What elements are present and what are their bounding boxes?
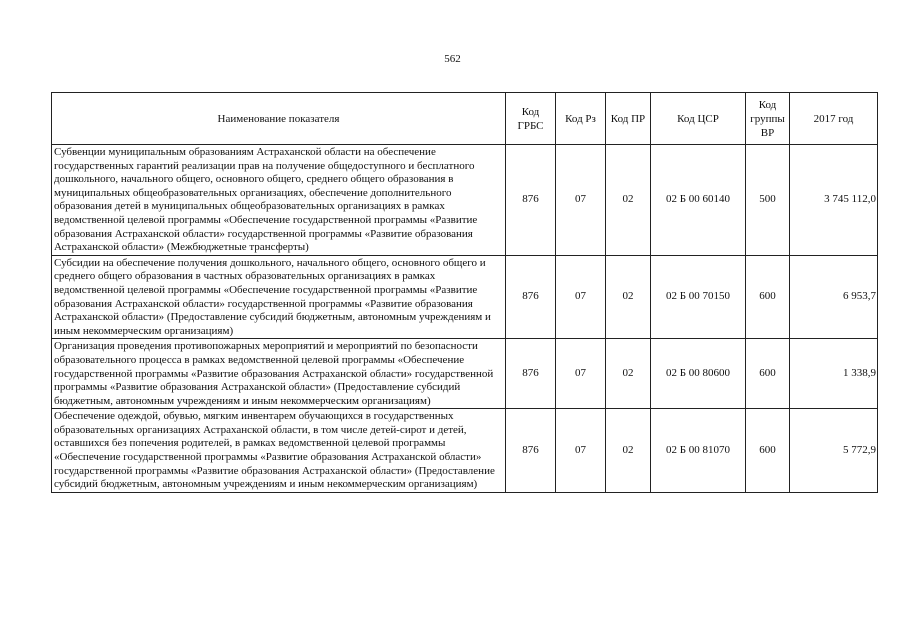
vr-cell: 600 [746,255,790,339]
pr-cell: 02 [606,339,651,409]
rz-cell: 07 [556,339,606,409]
rz-cell: 07 [556,145,606,256]
header-row [52,93,878,145]
header-grbs: Код ГРБС [506,93,556,145]
grbs-cell: 876 [506,409,556,493]
header-pr: Код ПР [606,93,651,145]
pr-cell: 02 [606,409,651,493]
pr-cell: 02 [606,145,651,256]
header-name: Наименование показателя [52,93,506,145]
header-year: 2017 год [790,93,878,145]
rz-cell: 07 [556,409,606,493]
table-row [52,255,878,339]
table-body [52,145,878,493]
header-vr: Код группы ВР [746,93,790,145]
grbs-cell: 876 [506,339,556,409]
table-row [52,339,878,409]
row-name-cell: Субсидии на обеспечение получения дошкольного, начального общего, основного общего и среднего общего образования в частных образовательных организациях в рамках ведомственной целевой программы «Обеспечение государственной программы «Развитие образования Астраханской области» государственной программы «Развитие образования Астраханской области» (Предоставление субсидий бюджетным, автономным учреждениям и иным некоммерческим организациям) [52,255,506,339]
row-name-cell: Организация проведения противопожарных мероприятий и мероприятий по безопасности образовательного процесса в рамках ведомственной целевой программы «Обеспечение государственной программы «Развитие образования Астраханской области» государственной программы «Развитие образования Астраханской области» (Предоставление субсидий бюджетным, автономным учреждениям и иным некоммерческим организациям) [52,339,506,409]
row-name-cell: Обеспечение одеждой, обувью, мягким инвентарем обучающихся в государственных образовательных организациях Астраханской области, в том числе детей-сирот и детей, оставшихся без попечения родителей, в рамках ведомственной целевой программы «Обеспечение государственной программы «Развитие образования Астраханской области» государственной программы «Развитие образования Астраханской области» (Предоставление субсидий бюджетным, автономным учреждениям и иным некоммерческим организациям) [52,409,506,493]
amount-cell: 3 745 112,0 [790,145,878,256]
vr-cell: 600 [746,339,790,409]
table-row [52,145,878,256]
amount-cell: 1 338,9 [790,339,878,409]
amount-cell: 5 772,9 [790,409,878,493]
grbs-cell: 876 [506,145,556,256]
header-rz: Код Рз [556,93,606,145]
csr-cell: 02 Б 00 70150 [651,255,746,339]
budget-table [51,92,878,493]
table-row [52,409,878,493]
rz-cell: 07 [556,255,606,339]
csr-cell: 02 Б 00 81070 [651,409,746,493]
csr-cell: 02 Б 00 80600 [651,339,746,409]
vr-cell: 500 [746,145,790,256]
pr-cell: 02 [606,255,651,339]
grbs-cell: 876 [506,255,556,339]
vr-cell: 600 [746,409,790,493]
header-csr: Код ЦСР [651,93,746,145]
csr-cell: 02 Б 00 60140 [651,145,746,256]
amount-cell: 6 953,7 [790,255,878,339]
page-number: 562 [444,53,461,65]
row-name-cell: Субвенции муниципальным образованиям Астраханской области на обеспечение государственных гарантий реализации прав на получение общедоступного и бесплатного дошкольного, начального общего, основного общего, среднего общего образования в муниципальных общеобразовательных организациях, обеспечение дополнительного образования детей в муниципальных общеобразовательных организациях в рамках ведомственной целевой программы «Обеспечение государственной программы «Развитие образования Астраханской области» государственной программы «Развитие образования Астраханской области» (Межбюджетные трансферты) [52,145,506,256]
